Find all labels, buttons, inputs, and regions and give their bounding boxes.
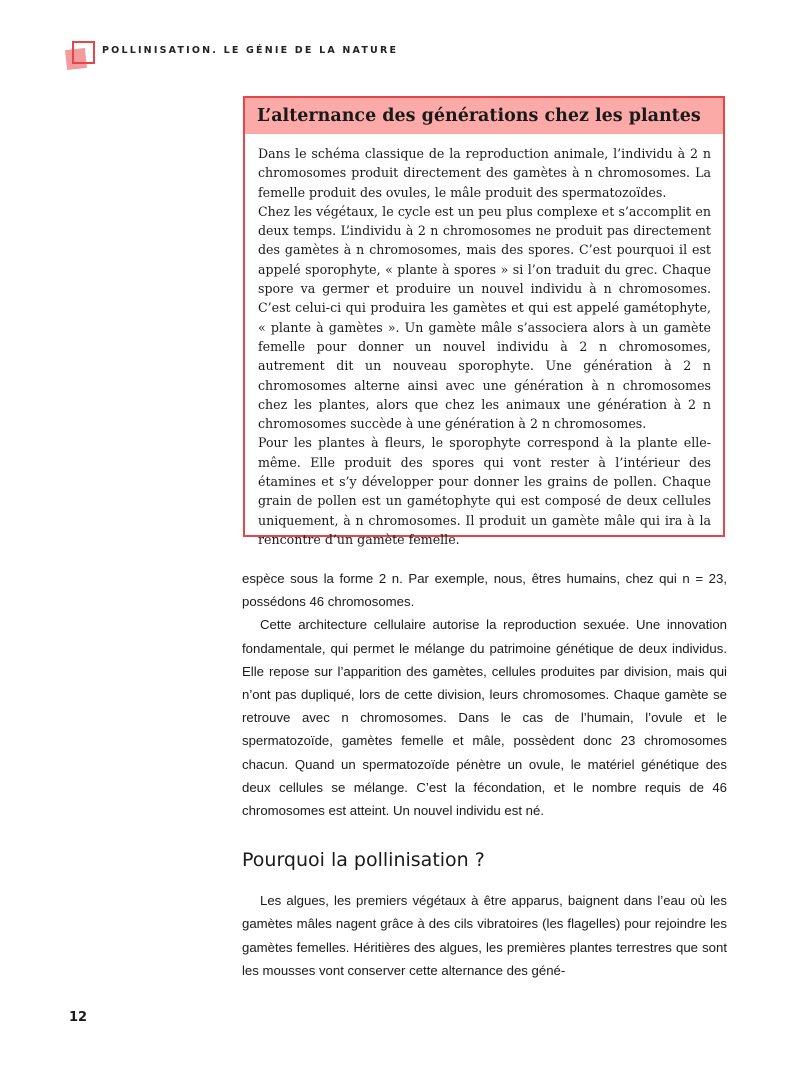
box-title: L’alternance des générations chez les plantes (245, 98, 723, 134)
box-paragraph: Dans le schéma classique de la reproduction animale, l’individu à 2 n chromosomes produit directement des gamètes à n chromosomes. La femelle produit des ovules, le mâle produit des spermatozoïdes. (258, 146, 711, 200)
main-text (242, 567, 727, 982)
box-paragraph: Pour les plantes à fleurs, le sporophyte correspond à la plante elle-même. Elle produit des spores qui vont rester à l’intérieur des étamines et s’y développer pour donner les grains de pollen. Chaque grain de pollen est un gamétophyte qui est composé de deux cellules uniquement, à n chromosomes. Il produit un gamète mâle qui ira à la rencontre d’un gamète femelle. (258, 435, 711, 547)
sidebar-box (243, 96, 725, 547)
paragraph: espèce sous la forme 2 n. Par exemple, nous, êtres humains, chez qui n = 23, possédons 46 chromosomes. (242, 571, 727, 610)
section-heading: Pourquoi la pollinisation ? (242, 849, 485, 872)
paragraph: Les algues, les premiers végétaux à être apparus, baignent dans l’eau où les gamètes mâles nagent grâce à des cils vibratoires (les flagelles) pour rejoindre les gamètes femelles. Héritières des algues, les premières plantes terrestres que sont les mousses vont conserver cette alternance des géné- (242, 893, 727, 978)
chapter-logo-icon (66, 41, 96, 71)
running-header: POLLINISATION. LE GÉNIE DE LA NATURE (102, 45, 399, 56)
paragraph: Cette architecture cellulaire autorise la reproduction sexuée. Une innovation fondamentale, qui permet le mélange du patrimoine génétique de deux individus. Elle repose sur l’apparition des gamètes, cellules produites par division, mais qui n’ont pas dupliqué, lors de cette division, leurs chromosomes. Chaque gamète se retrouve avec n chromosomes. Dans le cas de l’humain, l’ovule et le spermatozoïde, gamètes femelle et mâle, possèdent donc 23 chromosomes chacun. Quand un spermatozoïde pénètre un ovule, le matériel génétique des deux cellules se mélange. C’est la fécondation, et le nombre requis de 46 chromosomes est atteint. Un nouvel individu est né. (242, 617, 727, 819)
page-number: 12 (69, 1010, 88, 1025)
box-body (245, 134, 723, 549)
box-paragraph: Chez les végétaux, le cycle est un peu plus complexe et s’accomplit en deux temps. L’individu à 2 n chromosomes ne produit pas directement des gamètes à n chromosomes, mais des spores. C’est pourquoi il est appelé sporophyte, « plante à spores » si l’on traduit du grec. Chaque spore va germer et produire un nouvel individu à n chromosomes. C’est celui-ci qui produira les gamètes et qui est appelé gamétophyte, « plante à gamètes ». Un gamète mâle s’associera alors à un gamète femelle pour donner un nouvel individu à 2 n chromosomes, autrement dit un nouveau sporophyte. Une génération à 2 n chromosomes alterne ainsi avec une génération à n chromosomes chez les plantes, alors que chez les animaux une génération à 2 n chromosomes succède à une génération à 2 n chromosomes. (258, 203, 711, 432)
